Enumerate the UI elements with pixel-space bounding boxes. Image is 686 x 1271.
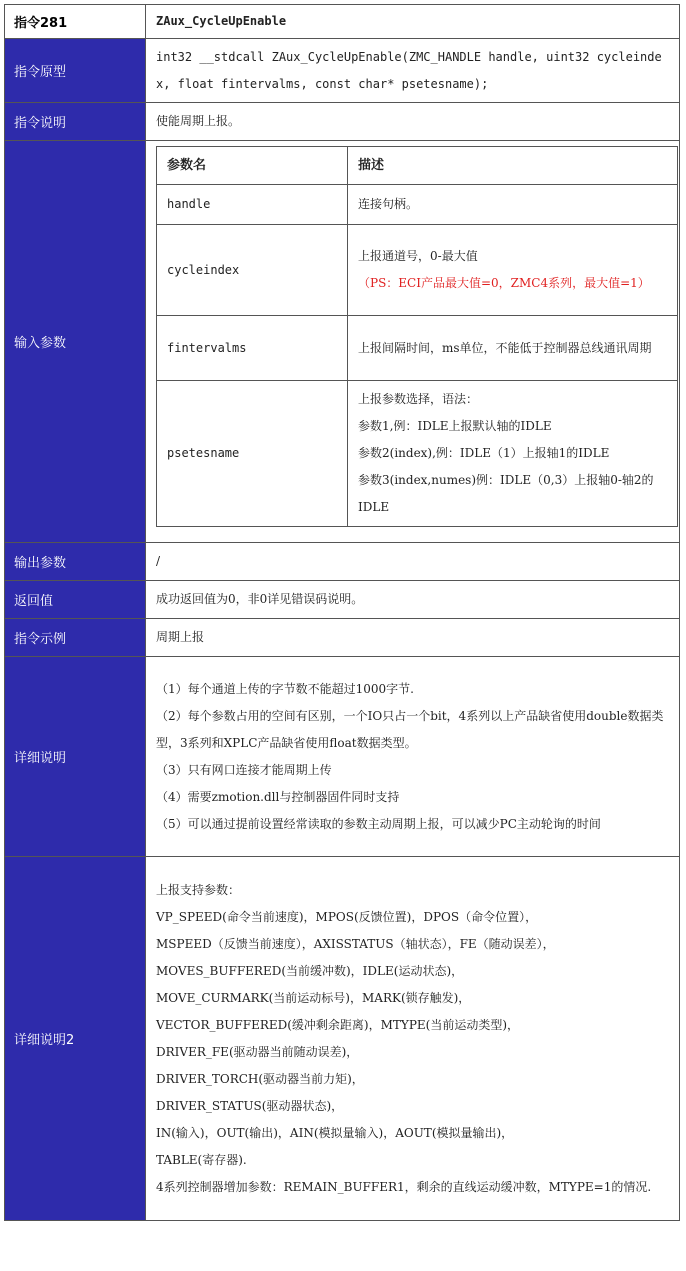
output-row <box>5 543 680 581</box>
params-table <box>156 146 678 527</box>
command-number: 指令281 <box>5 5 146 39</box>
description-row <box>5 103 680 141</box>
param-desc <box>348 225 678 316</box>
detail-row <box>5 657 680 857</box>
param-desc <box>348 381 678 527</box>
param-row-psetesname <box>157 381 678 527</box>
example-row <box>5 619 680 657</box>
detail2-line: DRIVER_TORCH(驱动器当前力矩)， <box>156 1071 364 1086</box>
param-desc-text: 上报通道号，0-最大值 <box>358 249 478 263</box>
description-value: 使能周期上报。 <box>146 103 680 141</box>
detail2-line: VECTOR_BUFFERED(缓冲剩余距离)，MTYPE(当前运动类型)， <box>156 1017 520 1032</box>
param-row-fintervalms <box>157 316 678 381</box>
prototype-row <box>5 39 680 103</box>
detail-line: （4）需要zmotion.dll与控制器固件同时支持 <box>156 789 400 804</box>
param-desc-line: 参数3(index,numes)例：IDLE（0,3）上报轴0-轴2的IDLE <box>358 473 654 514</box>
param-name: handle <box>157 185 348 225</box>
param-desc: 连接句柄。 <box>348 185 678 225</box>
params-col-name: 参数名 <box>157 147 348 185</box>
detail-line: （2）每个参数占用的空间有区别，一个IO只占一个bit，4系列以上产品缺省使用double数据类型，3系列和XPLC产品缺省使用float数据类型。 <box>156 708 664 750</box>
detail-line: （5）可以通过提前设置经常读取的参数主动周期上报，可以减少PC主动轮询的时间 <box>156 816 601 831</box>
detail-label: 详细说明 <box>5 657 146 857</box>
params-header-row <box>157 147 678 185</box>
detail-line: （3）只有网口连接才能周期上传 <box>156 762 332 777</box>
params-col-desc: 描述 <box>348 147 678 185</box>
example-value: 周期上报 <box>146 619 680 657</box>
detail-value <box>146 657 680 857</box>
detail2-line: MSPEED（反馈当前速度），AXISSTATUS（轴状态），FE（随动误差）， <box>156 936 555 951</box>
param-name: cycleindex <box>157 225 348 316</box>
detail2-line: MOVE_CURMARK(当前运动标号)，MARK(锁存触发)， <box>156 990 471 1005</box>
param-row-handle <box>157 185 678 225</box>
detail2-row <box>5 857 680 1221</box>
input-row <box>5 141 680 543</box>
detail2-line: DRIVER_STATUS(驱动器状态)， <box>156 1098 344 1113</box>
header-row <box>5 5 680 39</box>
prototype-value: int32 __stdcall ZAux_CycleUpEnable(ZMC_HANDLE handle, uint32 cycleindex, float fintervalms, const char* psetesname); <box>146 39 680 103</box>
return-label: 返回值 <box>5 581 146 619</box>
detail2-line: 4系列控制器增加参数：REMAIN_BUFFER1，剩余的直线运动缓冲数，MTYPE=1的情况. <box>156 1179 652 1194</box>
output-value: / <box>146 543 680 581</box>
param-desc-line: 上报参数选择，语法： <box>358 392 479 406</box>
param-desc-line: 参数2(index),例：IDLE（1）上报轴1的IDLE <box>358 446 610 460</box>
detail2-line: MOVES_BUFFERED(当前缓冲数)，IDLE(运动状态)， <box>156 963 464 978</box>
detail2-line: VP_SPEED(命令当前速度)，MPOS(反馈位置)，DPOS（命令位置）， <box>156 909 538 924</box>
param-name: fintervalms <box>157 316 348 381</box>
detail2-line: TABLE(寄存器). <box>156 1152 247 1167</box>
param-row-cycleindex <box>157 225 678 316</box>
description-label: 指令说明 <box>5 103 146 141</box>
return-row <box>5 581 680 619</box>
detail2-value <box>146 857 680 1221</box>
param-desc: 上报间隔时间，ms单位，不能低于控制器总线通讯周期 <box>348 316 678 381</box>
detail2-line: IN(输入)，OUT(输出)，AIN(模拟量输入)，AOUT(模拟量输出)， <box>156 1125 514 1140</box>
prototype-label: 指令原型 <box>5 39 146 103</box>
param-name: psetesname <box>157 381 348 527</box>
command-name: ZAux_CycleUpEnable <box>146 5 680 39</box>
detail2-label: 详细说明2 <box>5 857 146 1221</box>
return-value: 成功返回值为0，非0详见错误码说明。 <box>146 581 680 619</box>
param-desc-line: 参数1,例：IDLE上报默认轴的IDLE <box>358 419 552 433</box>
detail-line: （1）每个通道上传的字节数不能超过1000字节. <box>156 681 414 696</box>
example-label: 指令示例 <box>5 619 146 657</box>
detail2-line: DRIVER_FE(驱动器当前随动误差)， <box>156 1044 359 1059</box>
detail2-line: 上报支持参数： <box>156 882 241 897</box>
input-cell <box>146 141 680 543</box>
input-label: 输入参数 <box>5 141 146 543</box>
command-spec-table <box>4 4 680 1221</box>
param-desc-note: （PS：ECI产品最大值=0，ZMC4系列，最大值=1） <box>358 276 650 290</box>
output-label: 输出参数 <box>5 543 146 581</box>
